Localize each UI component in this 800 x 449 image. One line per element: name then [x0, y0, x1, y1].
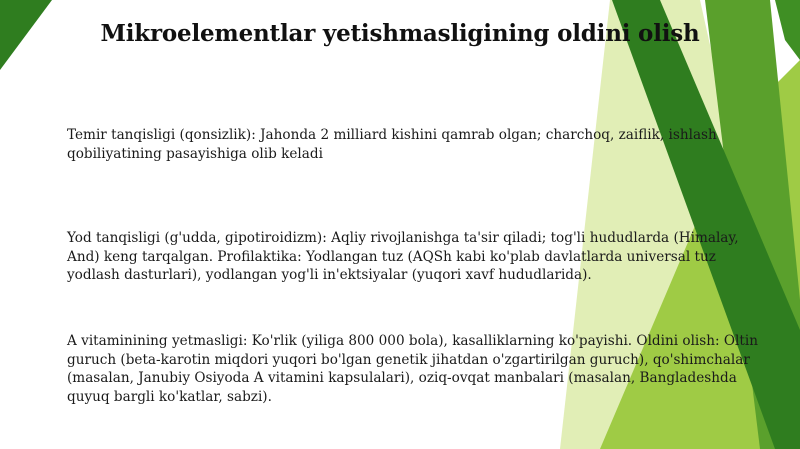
paragraph-vitamin-a-deficiency: A vitaminining yetmasligi: Ko'rlik (yiliga 800 000 bola), kasalliklarning ko'payishi. Oldini olish: Oltin guruch (beta-karotin miqdori yuqori bo'lgan genetik jihatdan o'zgartirilgan guruch), qo'shimchalar (masalan, Janubiy Osiyoda A vitamini kapsulalari), oziq-ovqat manbalari (masalan, Bangladeshda quyuq bargli ko'katlar, sabzi).: [67, 333, 758, 405]
slide-title: Mikroelementlar yetishmasligining oldini olish: [100, 20, 700, 47]
paragraph-iron-deficiency: Temir tanqisligi (qonsizlik): Jahonda 2 milliard kishini qamrab olgan; charchoq, zaiflik, ishlash qobiliyatining pasayishiga olib keladi: [67, 127, 717, 162]
paragraph-iodine-deficiency: Yod tanqisligi (g'udda, gipotiroidizm): Aqliy rivojlanishga ta'sir qiladi; tog'li hududlarda (Himalay, And) keng tarqalgan. Profilaktika: Yodlangan tuz (AQSh kabi ko'plab davlatlarda universal tuz yodlash dasturlari), yodlangan yog'li in'ektsiyalar (yuqori xavf hududlarida).: [67, 230, 739, 283]
